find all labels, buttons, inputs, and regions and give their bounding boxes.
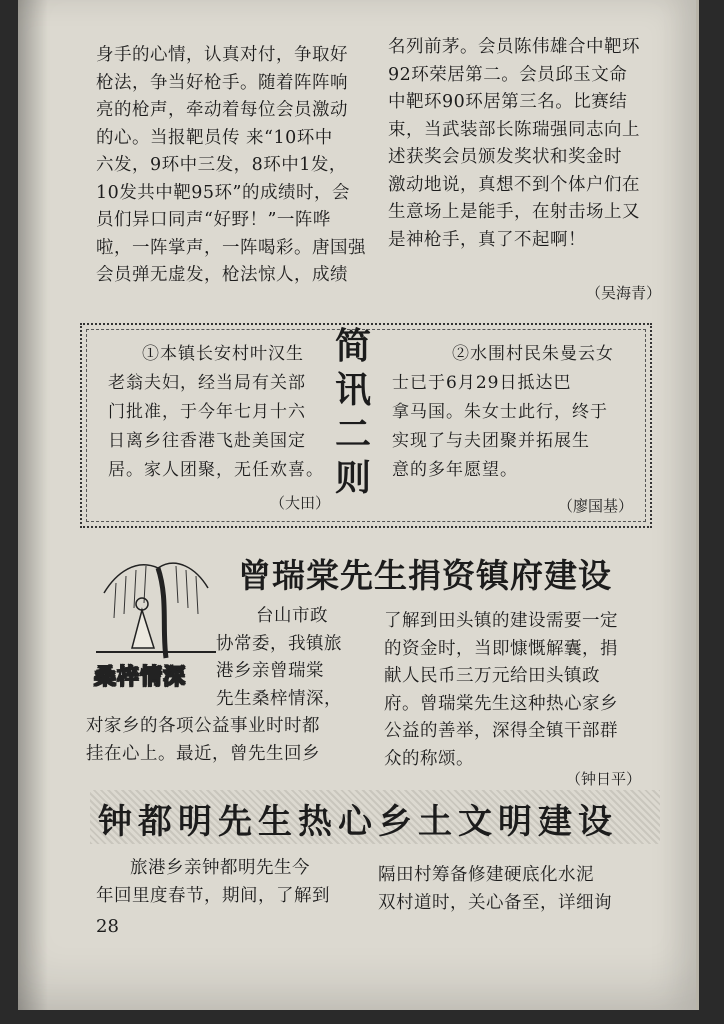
text-line: 啦，一阵掌声，一阵喝彩。唐国强: [96, 237, 366, 258]
news-item-2: [392, 340, 614, 485]
text-line: 台山市政: [256, 606, 328, 626]
text-line: 中靶环90环居第三名。比赛结: [388, 92, 628, 112]
text-line: 协常委，我镇旅: [216, 633, 342, 654]
text-line: 献人民币三万元给田头镇政: [384, 666, 600, 686]
text-line: 枪法，争当好枪手。随着阵阵响: [96, 72, 348, 93]
text-line: 是神枪手，真了不起啊！: [388, 229, 586, 250]
text-line: 生意场上是能手，在射击场上又: [388, 202, 640, 222]
text-line: 92环荣居第二。会员邱玉文命: [388, 64, 628, 85]
text-line: 老翁夫妇，经当局有关部: [108, 373, 306, 393]
article-top-right-column: [388, 34, 640, 254]
text-line: 隔田村筹备修建硬底化水泥: [378, 865, 594, 885]
news-item-1-byline: （大田）: [270, 494, 331, 512]
text-line: 员们异口同声“好野！”一阵哗: [96, 210, 331, 230]
article3-right-column: [378, 862, 612, 917]
text-line: 了解到田头镇的建设需要一定: [384, 611, 618, 631]
page-number: 28: [96, 916, 119, 937]
title-char: 讯: [334, 370, 371, 411]
text-line: 港乡亲曾瑞棠: [216, 661, 324, 681]
article3-headline: 钟都明先生热心乡土文明建设: [98, 802, 618, 842]
text-line: 实现了与夫团聚并拓展生: [392, 431, 590, 451]
text-line: 年回里度春节，期间，了解到: [96, 885, 330, 906]
article2-headline: 曾瑞棠先生捐资镇府建设: [238, 556, 612, 595]
article2-left-column: [86, 603, 366, 768]
news-item-1: [108, 340, 324, 485]
title-char: 二: [334, 414, 371, 455]
text-line: 众的称颂。: [384, 748, 474, 769]
text-line: 激动地说，真想不到个体户们在: [388, 174, 640, 195]
text-line: 先生桑梓情深，: [216, 688, 342, 709]
article3-left-column: [96, 855, 330, 910]
text-line: 门批准，于今年七月十六: [108, 402, 306, 422]
illustration-label: 桑梓情深: [94, 665, 187, 690]
text-line: 拿马国。朱女士此行，终于: [392, 402, 608, 422]
text-line: 居。家人团聚，无任欢喜。: [108, 460, 324, 480]
text-line: 六发，9环中三发，8环中1发，: [96, 155, 347, 175]
article-top-byline: （吴海青）: [586, 284, 662, 302]
title-char: 则: [334, 458, 371, 499]
text-line: 束，当武装部长陈瑞强同志向上: [388, 119, 640, 140]
text-line: 公益的善举，深得全镇干部群: [384, 721, 618, 741]
text-line: 日离乡往香港飞赴美国定: [108, 431, 306, 451]
text-line: 名列前茅。会员陈伟雄合中靶环: [388, 37, 640, 57]
title-char: 简: [334, 326, 371, 367]
text-line: 对家乡的各项公益事业时时都: [86, 716, 320, 736]
article2-right-column: [384, 608, 618, 773]
text-line: 会员弹无虚发，枪法惊人，成绩: [96, 265, 348, 285]
news-item-2-byline: （廖国基）: [558, 497, 634, 515]
page-spine-shadow: [18, 0, 48, 1010]
text-line: 府。曾瑞棠先生这种热心家乡: [384, 693, 618, 714]
text-line: 身手的心情，认真对付，争取好: [96, 45, 348, 65]
article2-byline: （钟日平）: [566, 770, 642, 788]
article-top-left-column: [96, 42, 366, 290]
text-line: 亮的枪声，牵动着每位会员激动: [96, 100, 348, 120]
text-line: 述获奖会员颁发奖状和奖金时: [388, 147, 622, 167]
text-line: 的资金时，当即慷慨解囊，捐: [384, 638, 618, 659]
text-line: 意的多年愿望。: [392, 460, 518, 480]
text-line: 挂在心上。最近，曾先生回乡: [86, 743, 320, 764]
text-line: 旅港乡亲钟都明先生今: [130, 858, 310, 878]
text-line: 的心。当报靶员传 来“10环中: [96, 127, 333, 148]
text-line: ①本镇长安村叶汉生: [142, 344, 304, 364]
text-line: 10发共中靶95环”的成绩时，会: [96, 182, 350, 203]
text-line: ②水围村民朱曼云女: [452, 344, 614, 364]
news-box-title: [333, 327, 373, 503]
text-line: 双村道时，关心备至，详细询: [378, 892, 612, 913]
text-line: 士已于6月29日抵达巴: [392, 373, 572, 393]
